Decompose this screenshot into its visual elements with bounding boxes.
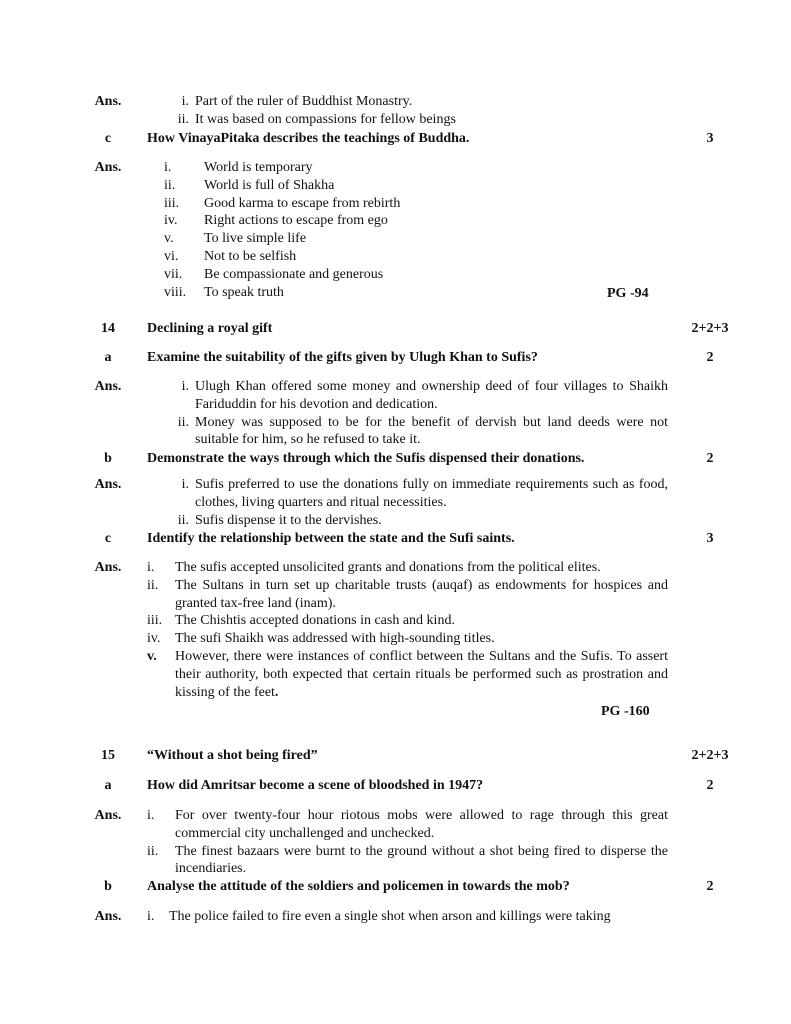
list-item: ii. Sufis dispense it to the dervishes. [177, 512, 382, 528]
question-text: Analyse the attitude of the soldiers and policemen in towards the mob? [147, 879, 570, 894]
question-title: “Without a shot being fired” [147, 748, 318, 763]
list-item: vii. Be compassionate and generous [164, 266, 384, 282]
question-label: b [104, 451, 112, 466]
answer-label: Ans. [94, 379, 122, 394]
question-number: 15 [101, 748, 115, 763]
list-item: i. Part of the ruler of Buddhist Monastry. [181, 94, 413, 109]
answer-label: Ans. [94, 94, 122, 109]
marks: 2 [706, 879, 714, 894]
list-item: iv. Right actions to escape from ego [164, 213, 388, 229]
list-item: ii. It was based on compassions for fellow beings [177, 111, 456, 127]
marks: 2 [706, 350, 714, 365]
question-title: Declining a royal gift [147, 321, 273, 336]
answer-label: Ans. [94, 160, 122, 175]
list-item: iii. The Chishtis accepted donations in cash and kind. [147, 613, 455, 629]
question-label: a [104, 778, 112, 793]
list-item: i. Ulugh Khan offered some money and ownership deed of four villages to Shaikh Fariduddin for his devotion and dedication. [181, 379, 668, 412]
answer-label: Ans. [94, 909, 122, 924]
marks: 2+2+3 [691, 321, 729, 336]
question-number: 14 [101, 321, 115, 336]
marks: 2 [706, 451, 714, 466]
list-item: v. To live simple life [164, 231, 307, 247]
page-reference: PG -94 [607, 286, 649, 301]
answer-list [147, 908, 668, 926]
answer-list [147, 807, 668, 878]
page-reference: PG -160 [601, 704, 650, 719]
list-item: iv. The sufi Shaikh was addressed with high-sounding titles. [147, 631, 495, 647]
question-label: a [104, 350, 112, 365]
marks: 2 [706, 778, 714, 793]
list-item: ii. World is full of Shakha [164, 177, 335, 193]
list-item: ii. Money was supposed to be for the benefit of dervish but land deeds were not suitable for him, so he refused to take it. [177, 414, 668, 448]
question-label: b [104, 879, 112, 894]
marks: 2+2+3 [691, 748, 729, 763]
list-item: iii. Good karma to escape from rebirth [164, 195, 401, 211]
answer-list [177, 476, 668, 529]
list-item: i. Sufis preferred to use the donations fully on immediate requirements such as food, clothes, living quarters and ritual necessities. [181, 477, 668, 510]
question-label: c [104, 131, 112, 146]
list-item: i. World is temporary [164, 160, 313, 175]
answer-label: Ans. [94, 477, 122, 492]
marks: 3 [706, 131, 714, 146]
answer-list [164, 159, 664, 301]
list-item: v. However, there were instances of conflict between the Sultans and the Sufis. To assert their authority, both expected that certain rituals be performed such as prostration and kissing of the feet. [147, 648, 668, 700]
list-item: ii. The Sultans in turn set up charitable trusts (auqaf) as endowments for hospices and granted tax-free land (inam). [147, 577, 668, 611]
list-item: ii. The finest bazaars were burnt to the ground without a shot being fired to disperse the incendiaries. [147, 843, 668, 877]
answer-label: Ans. [94, 560, 122, 575]
list-item: i. For over twenty-four hour riotous mobs were allowed to rage through this great commercial city unchallenged and unchecked. [147, 808, 668, 841]
list-item: vi. Not to be selfish [164, 248, 297, 264]
list-item: i. The sufis accepted unsolicited grants and donations from the political elites. [147, 560, 601, 575]
answer-list [147, 559, 668, 701]
question-text: Identify the relationship between the state and the Sufi saints. [147, 531, 515, 546]
marks: 3 [706, 531, 714, 546]
list-item: viii. To speak truth [164, 284, 284, 300]
question-text: How did Amritsar become a scene of bloodshed in 1947? [147, 778, 484, 793]
answer-label: Ans. [94, 808, 122, 823]
answer-list [177, 93, 665, 129]
list-item: i. The police failed to fire even a single shot when arson and killings were taking [147, 909, 611, 924]
answer-list [177, 378, 668, 449]
question-text: Examine the suitability of the gifts given by Ulugh Khan to Sufis? [147, 350, 538, 365]
question-text: How VinayaPitaka describes the teachings of Buddha. [147, 131, 470, 146]
question-text: Demonstrate the ways through which the Sufis dispensed their donations. [147, 451, 585, 466]
question-label: c [104, 531, 112, 546]
